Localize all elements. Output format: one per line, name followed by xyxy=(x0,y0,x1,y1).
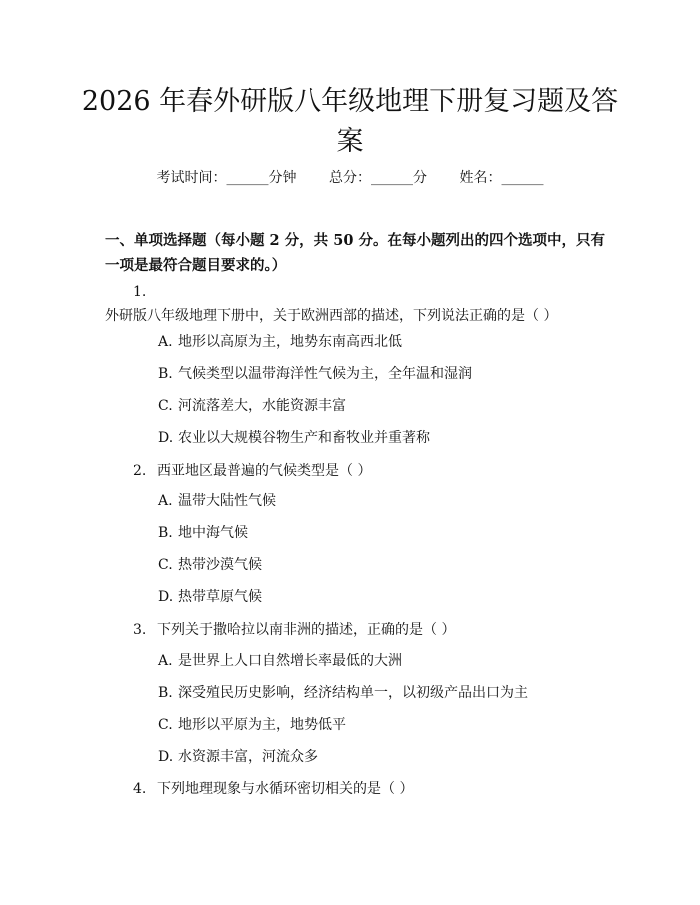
option-text: 河流落差大，水能资源丰富 xyxy=(178,398,346,414)
option-letter: C. xyxy=(158,557,173,573)
option-letter: D. xyxy=(158,589,174,605)
question-2-option-b xyxy=(158,523,608,543)
question-1 xyxy=(105,280,605,328)
option-text: 热带草原气候 xyxy=(178,589,262,605)
question-text: 外研版八年级地理下册中，关于欧洲西部的描述，下列说法正确的是（ ） xyxy=(105,308,558,324)
question-2-option-c xyxy=(158,555,608,575)
question-text: 下列关于撒哈拉以南非洲的描述，正确的是（ ） xyxy=(157,622,456,638)
question-3-option-d xyxy=(158,747,608,767)
question-number: 1. xyxy=(133,284,147,300)
question-3-option-a xyxy=(158,651,608,671)
option-letter: D. xyxy=(158,749,174,765)
option-text: 温带大陆性气候 xyxy=(178,493,276,509)
option-text: 气候类型以温带海洋性气候为主，全年温和湿润 xyxy=(178,366,472,382)
question-3 xyxy=(105,618,605,642)
question-1-option-b xyxy=(158,364,608,384)
option-letter: A. xyxy=(158,653,173,669)
question-1-option-c xyxy=(158,396,608,416)
question-1-option-a xyxy=(158,332,608,352)
question-4 xyxy=(105,777,605,801)
exam-time-label: 考试时间：______分钟 xyxy=(156,170,297,186)
option-letter: B. xyxy=(158,685,173,701)
question-number: 2. xyxy=(133,463,147,479)
option-text: 水资源丰富，河流众多 xyxy=(178,749,318,765)
option-letter: C. xyxy=(158,398,173,414)
student-name-label: 姓名：______ xyxy=(459,170,544,186)
question-3-option-b xyxy=(158,683,608,703)
exam-meta xyxy=(0,168,700,188)
question-text: 西亚地区最普遍的气候类型是（ ） xyxy=(157,463,372,479)
question-2 xyxy=(105,459,605,483)
option-text: 地形以高原为主，地势东南高西北低 xyxy=(178,334,402,350)
option-text: 地中海气候 xyxy=(178,525,248,541)
option-letter: C. xyxy=(158,717,173,733)
option-letter: B. xyxy=(158,525,173,541)
option-letter: D. xyxy=(158,430,174,446)
document-title: 2026 年春外研版八年级地理下册复习题及答案 xyxy=(81,86,619,157)
option-text: 农业以大规模谷物生产和畜牧业并重著称 xyxy=(178,430,430,446)
question-1-option-d xyxy=(158,428,608,448)
question-2-option-a xyxy=(158,491,608,511)
option-text: 是世界上人口自然增长率最低的大洲 xyxy=(178,653,402,669)
total-score-label: 总分：______分 xyxy=(329,170,427,186)
section-heading: 一、单项选择题（每小题 2 分，共 50 分。在每小题列出的四个选项中，只有一项是最符合题目要求的。） xyxy=(105,232,605,274)
option-text: 深受殖民历史影响，经济结构单一，以初级产品出口为主 xyxy=(178,685,528,701)
question-2-option-d xyxy=(158,587,608,607)
question-number: 4. xyxy=(133,781,147,797)
question-number: 3. xyxy=(133,622,147,638)
option-text: 地形以平原为主，地势低平 xyxy=(178,717,346,733)
option-letter: A. xyxy=(158,493,173,509)
option-letter: A. xyxy=(158,334,173,350)
question-text: 下列地理现象与水循环密切相关的是（ ） xyxy=(157,781,414,797)
option-text: 热带沙漠气候 xyxy=(178,557,262,573)
option-letter: B. xyxy=(158,366,173,382)
question-3-option-c xyxy=(158,715,608,735)
